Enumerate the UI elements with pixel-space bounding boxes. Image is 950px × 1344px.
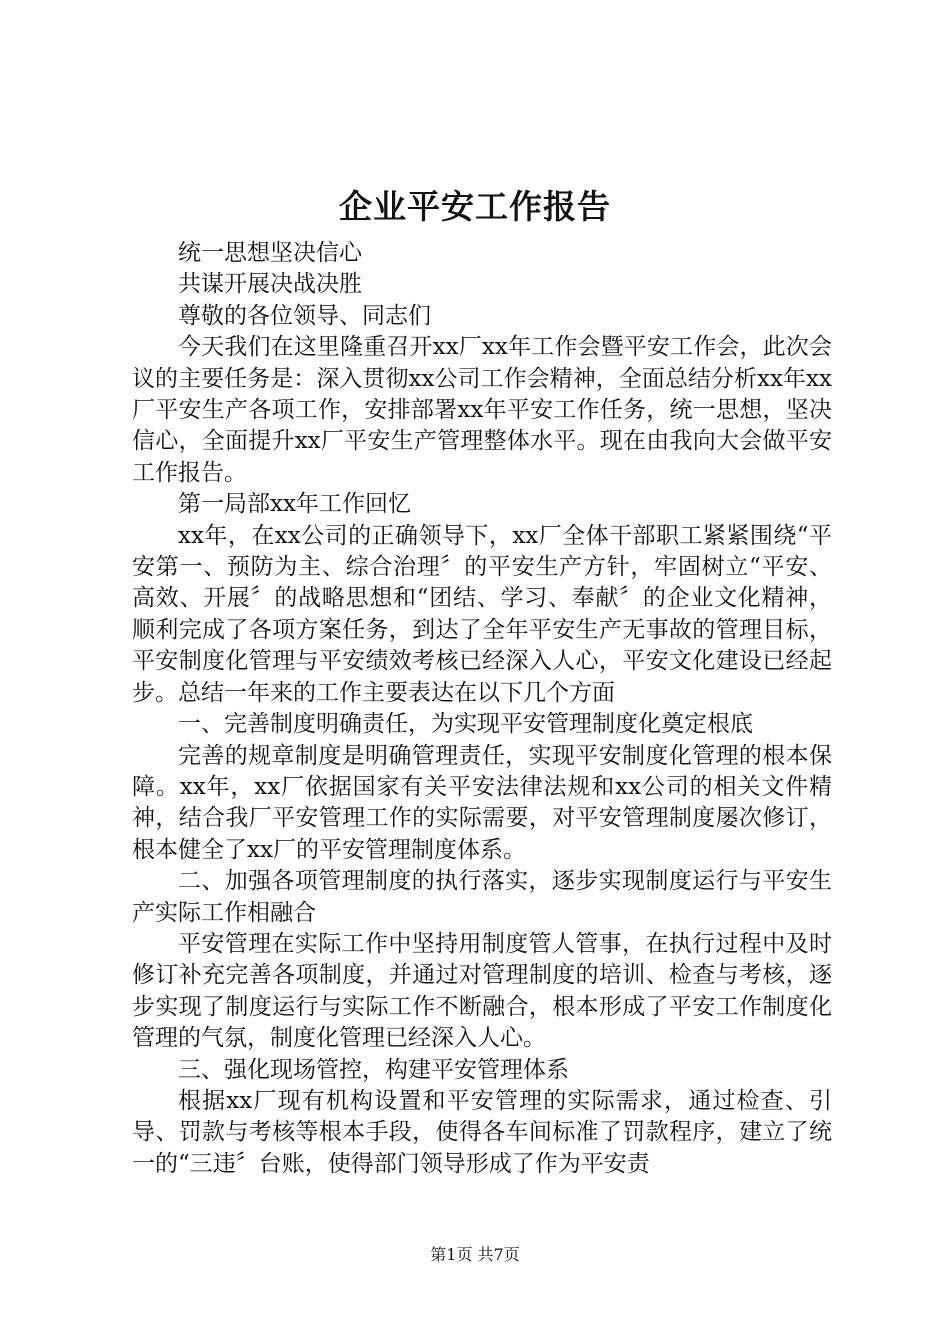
document-title: 企业平安工作报告: [339, 187, 611, 226]
paragraph-point-1-body: 完善的规章制度是明确管理责任，实现平安制度化管理的根本保障。xx年，xx厂依据国家有关平安法律法规和xx公司的相关文件精神，结合我厂平安管理工作的实际需要，对平安管理制度屡次修订，根本健全了xx厂的平安管理制度体系。: [132, 742, 832, 863]
paragraph-point-2-body: 平安管理在实际工作中坚持用制度管人管事，在执行过程中及时修订补充完善各项制度，并通过对管理制度的培训、检查与考核，逐步实现了制度运行与实际工作不断融合，根本形成了平安工作制度化管理的气氛，制度化管理已经深入人心。: [132, 930, 832, 1052]
paragraph-intro: 今天我们在这里隆重召开xx厂xx年工作会暨平安工作会，此次会议的主要任务是：深入贯彻xx公司工作会精神，全面总结分析xx年xx厂平安生产各项工作，安排部署xx年平安工作任务，统一思想，坚决信心，全面提升xx厂平安生产管理整体水平。现在由我向大会做平安工作报告。: [132, 334, 832, 486]
document-body: [132, 238, 832, 1180]
paragraph-heading-2: 共谋开展决战决胜: [178, 271, 362, 298]
paragraph-section-title: 第一局部xx年工作回忆: [178, 491, 411, 518]
paragraph-point-3-title: 三、强化现场管控，构建平安管理体系: [178, 1056, 569, 1083]
paragraph-salutation: 尊敬的各位领导、同志们: [178, 302, 431, 329]
paragraph-review: xx年，在xx公司的正确领导下，xx厂全体干部职工紧紧围绕“平安第一、预防为主、综合治理〞的平安生产方针，牢固树立“平安、高效、开展〞的战略思想和“团结、学习、奉献〞的企业文化精神，顺利完成了各项方案任务，到达了全年平安生产无事故的管理目标，平安制度化管理与平安绩效考核已经深入人心，平安文化建设已经起步。总结一年来的工作主要表达在以下几个方面: [132, 522, 832, 706]
paragraph-point-3-body: 根据xx厂现有机构设置和平安管理的实际需求，通过检查、引导、罚款与考核等根本手段，使得各车间标准了罚款程序，建立了统一的“三违〞台账，使得部门领导形成了作为平安责: [132, 1087, 832, 1177]
paragraph-point-2-title: 二、加强各项管理制度的执行落实，逐步实现制度运行与平安生产实际工作相融合: [132, 868, 832, 926]
paragraph-heading-1: 统一思想坚决信心: [178, 240, 362, 266]
paragraph-point-1-title: 一、完善制度明确责任，为实现平安管理制度化奠定根底: [178, 711, 753, 738]
page-number-footer: 第1页 共7页: [430, 1245, 520, 1264]
